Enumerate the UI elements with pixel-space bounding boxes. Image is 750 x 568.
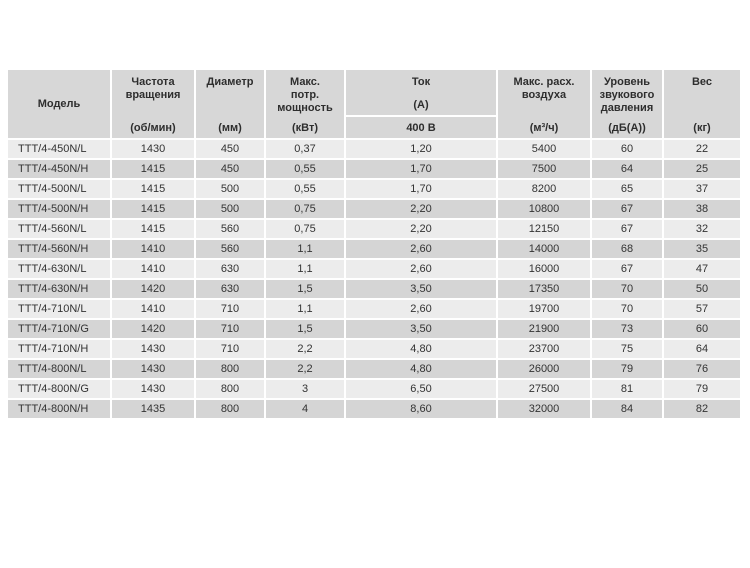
cell-speed: 1435	[112, 400, 194, 418]
cell-diameter: 500	[196, 180, 264, 198]
table-row	[8, 220, 740, 238]
col-title-line: Вес	[691, 76, 713, 88]
cell-weight: 47	[664, 260, 740, 278]
cell-current: 2,60	[346, 300, 496, 318]
cell-airflow: 5400	[498, 140, 590, 158]
cell-model: TTT/4-560N/L	[8, 220, 110, 238]
col-header-diameter	[196, 70, 264, 138]
table-row	[8, 400, 740, 418]
cell-power: 0,55	[266, 180, 344, 198]
cell-diameter: 450	[196, 160, 264, 178]
cell-current: 3,50	[346, 320, 496, 338]
col-header-content	[112, 70, 194, 138]
cell-power: 1,5	[266, 320, 344, 338]
table-row	[8, 380, 740, 398]
cell-weight: 50	[664, 280, 740, 298]
table-row	[8, 300, 740, 318]
cell-weight: 82	[664, 400, 740, 418]
cell-noise: 79	[592, 360, 662, 378]
col-title	[664, 70, 740, 117]
cell-model: TTT/4-500N/H	[8, 200, 110, 218]
cell-diameter: 800	[196, 360, 264, 378]
cell-current: 6,50	[346, 380, 496, 398]
cell-diameter: 630	[196, 280, 264, 298]
table-row	[8, 280, 740, 298]
col-title-line: мощность	[277, 102, 333, 114]
col-title-line: звукового	[599, 89, 655, 101]
col-title	[498, 70, 590, 117]
col-title	[8, 70, 110, 138]
cell-current: 2,60	[346, 240, 496, 258]
cell-noise: 84	[592, 400, 662, 418]
cell-diameter: 630	[196, 260, 264, 278]
cell-weight: 64	[664, 340, 740, 358]
cell-noise: 67	[592, 220, 662, 238]
cell-current: 4,80	[346, 340, 496, 358]
cell-speed: 1410	[112, 260, 194, 278]
cell-airflow: 7500	[498, 160, 590, 178]
cell-power: 2,2	[266, 360, 344, 378]
cell-model: TTT/4-710N/H	[8, 340, 110, 358]
col-header-content	[196, 70, 264, 138]
cell-power: 1,1	[266, 260, 344, 278]
cell-noise: 75	[592, 340, 662, 358]
cell-model: TTT/4-630N/H	[8, 280, 110, 298]
cell-speed: 1415	[112, 220, 194, 238]
table-row	[8, 260, 740, 278]
cell-noise: 81	[592, 380, 662, 398]
cell-current: 2,20	[346, 200, 496, 218]
cell-current: 4,80	[346, 360, 496, 378]
cell-model: TTT/4-500N/L	[8, 180, 110, 198]
cell-noise: 65	[592, 180, 662, 198]
col-header-power	[266, 70, 344, 138]
cell-weight: 60	[664, 320, 740, 338]
col-title	[346, 70, 496, 99]
cell-weight: 37	[664, 180, 740, 198]
cell-diameter: 800	[196, 400, 264, 418]
col-header-content	[498, 70, 590, 138]
col-unit: (А)	[413, 99, 429, 111]
cell-current: 1,70	[346, 180, 496, 198]
cell-current: 1,70	[346, 160, 496, 178]
cell-power: 2,2	[266, 340, 344, 358]
cell-noise: 67	[592, 200, 662, 218]
table-body	[8, 140, 740, 418]
cell-noise: 70	[592, 280, 662, 298]
col-title-line: вращения	[125, 89, 181, 101]
cell-airflow: 23700	[498, 340, 590, 358]
cell-speed: 1430	[112, 340, 194, 358]
cell-airflow: 21900	[498, 320, 590, 338]
cell-noise: 60	[592, 140, 662, 158]
cell-weight: 25	[664, 160, 740, 178]
col-unit: (об/мин)	[130, 121, 176, 134]
table-row	[8, 200, 740, 218]
cell-current: 3,50	[346, 280, 496, 298]
col-header-content	[8, 70, 110, 138]
cell-weight: 22	[664, 140, 740, 158]
cell-airflow: 16000	[498, 260, 590, 278]
col-subheader-current: 400 В	[346, 117, 496, 138]
cell-speed: 1430	[112, 140, 194, 158]
table-row	[8, 360, 740, 378]
cell-model: TTT/4-630N/L	[8, 260, 110, 278]
cell-speed: 1415	[112, 180, 194, 198]
col-title-line: давления	[600, 102, 654, 114]
cell-model: TTT/4-800N/L	[8, 360, 110, 378]
col-title-line: Ток	[411, 76, 431, 88]
table-header	[8, 70, 740, 138]
table-row	[8, 320, 740, 338]
col-unit: (дБ(А))	[608, 121, 646, 134]
cell-weight: 76	[664, 360, 740, 378]
cell-airflow: 8200	[498, 180, 590, 198]
cell-noise: 64	[592, 160, 662, 178]
cell-power: 1,1	[266, 300, 344, 318]
cell-speed: 1420	[112, 320, 194, 338]
cell-weight: 79	[664, 380, 740, 398]
cell-airflow: 14000	[498, 240, 590, 258]
cell-speed: 1420	[112, 280, 194, 298]
col-unit: (кВт)	[291, 121, 319, 134]
col-header-weight	[664, 70, 740, 138]
cell-diameter: 710	[196, 320, 264, 338]
cell-weight: 35	[664, 240, 740, 258]
cell-weight: 32	[664, 220, 740, 238]
cell-model: TTT/4-710N/G	[8, 320, 110, 338]
cell-speed: 1415	[112, 200, 194, 218]
col-title-line: потр.	[290, 89, 320, 101]
cell-model: TTT/4-560N/H	[8, 240, 110, 258]
col-unit: (м³/ч)	[529, 121, 559, 134]
cell-power: 3	[266, 380, 344, 398]
col-title-line: Уровень	[603, 76, 650, 88]
cell-weight: 38	[664, 200, 740, 218]
cell-speed: 1410	[112, 300, 194, 318]
cell-weight: 57	[664, 300, 740, 318]
cell-noise: 67	[592, 260, 662, 278]
col-unit: (кг)	[693, 121, 711, 134]
cell-current: 2,20	[346, 220, 496, 238]
col-title	[592, 70, 662, 117]
table-row	[8, 240, 740, 258]
cell-airflow: 17350	[498, 280, 590, 298]
col-header-airflow	[498, 70, 590, 138]
cell-airflow: 32000	[498, 400, 590, 418]
cell-diameter: 500	[196, 200, 264, 218]
table-row	[8, 160, 740, 178]
col-header-noise	[592, 70, 662, 138]
cell-speed: 1430	[112, 380, 194, 398]
col-title-line: Диаметр	[206, 76, 254, 88]
cell-power: 0,75	[266, 200, 344, 218]
col-title-line: Макс. расх.	[513, 76, 575, 88]
cell-model: TTT/4-800N/H	[8, 400, 110, 418]
table-row	[8, 180, 740, 198]
col-title-line: Модель	[37, 97, 81, 110]
cell-diameter: 560	[196, 240, 264, 258]
cell-diameter: 710	[196, 340, 264, 358]
col-title	[112, 70, 194, 117]
cell-model: TTT/4-710N/L	[8, 300, 110, 318]
cell-diameter: 560	[196, 220, 264, 238]
col-header-content	[664, 70, 740, 138]
col-title-line: Макс.	[290, 76, 320, 88]
col-header-content	[592, 70, 662, 138]
cell-power: 0,55	[266, 160, 344, 178]
cell-noise: 68	[592, 240, 662, 258]
cell-power: 0,37	[266, 140, 344, 158]
cell-model: TTT/4-450N/L	[8, 140, 110, 158]
cell-power: 0,75	[266, 220, 344, 238]
cell-power: 1,1	[266, 240, 344, 258]
col-header-current	[346, 70, 496, 115]
cell-speed: 1430	[112, 360, 194, 378]
cell-airflow: 26000	[498, 360, 590, 378]
cell-diameter: 800	[196, 380, 264, 398]
cell-model: TTT/4-800N/G	[8, 380, 110, 398]
cell-power: 4	[266, 400, 344, 418]
fan-spec-table	[6, 68, 742, 420]
cell-speed: 1415	[112, 160, 194, 178]
cell-airflow: 19700	[498, 300, 590, 318]
cell-current: 1,20	[346, 140, 496, 158]
cell-noise: 70	[592, 300, 662, 318]
cell-airflow: 10800	[498, 200, 590, 218]
col-header-model	[8, 70, 110, 138]
cell-noise: 73	[592, 320, 662, 338]
header-row-main	[8, 70, 740, 115]
col-title-line: воздуха	[521, 89, 567, 101]
col-title-line: Частота	[131, 76, 175, 88]
cell-diameter: 450	[196, 140, 264, 158]
cell-airflow: 27500	[498, 380, 590, 398]
cell-current: 8,60	[346, 400, 496, 418]
cell-model: TTT/4-450N/H	[8, 160, 110, 178]
col-header-content	[266, 70, 344, 138]
table-row	[8, 140, 740, 158]
col-header-content	[346, 70, 496, 115]
col-header-speed	[112, 70, 194, 138]
cell-diameter: 710	[196, 300, 264, 318]
cell-speed: 1410	[112, 240, 194, 258]
cell-power: 1,5	[266, 280, 344, 298]
col-title	[266, 70, 344, 117]
col-title	[196, 70, 264, 117]
col-unit: (мм)	[218, 121, 242, 134]
cell-current: 2,60	[346, 260, 496, 278]
page	[0, 68, 750, 568]
table-row	[8, 340, 740, 358]
cell-airflow: 12150	[498, 220, 590, 238]
